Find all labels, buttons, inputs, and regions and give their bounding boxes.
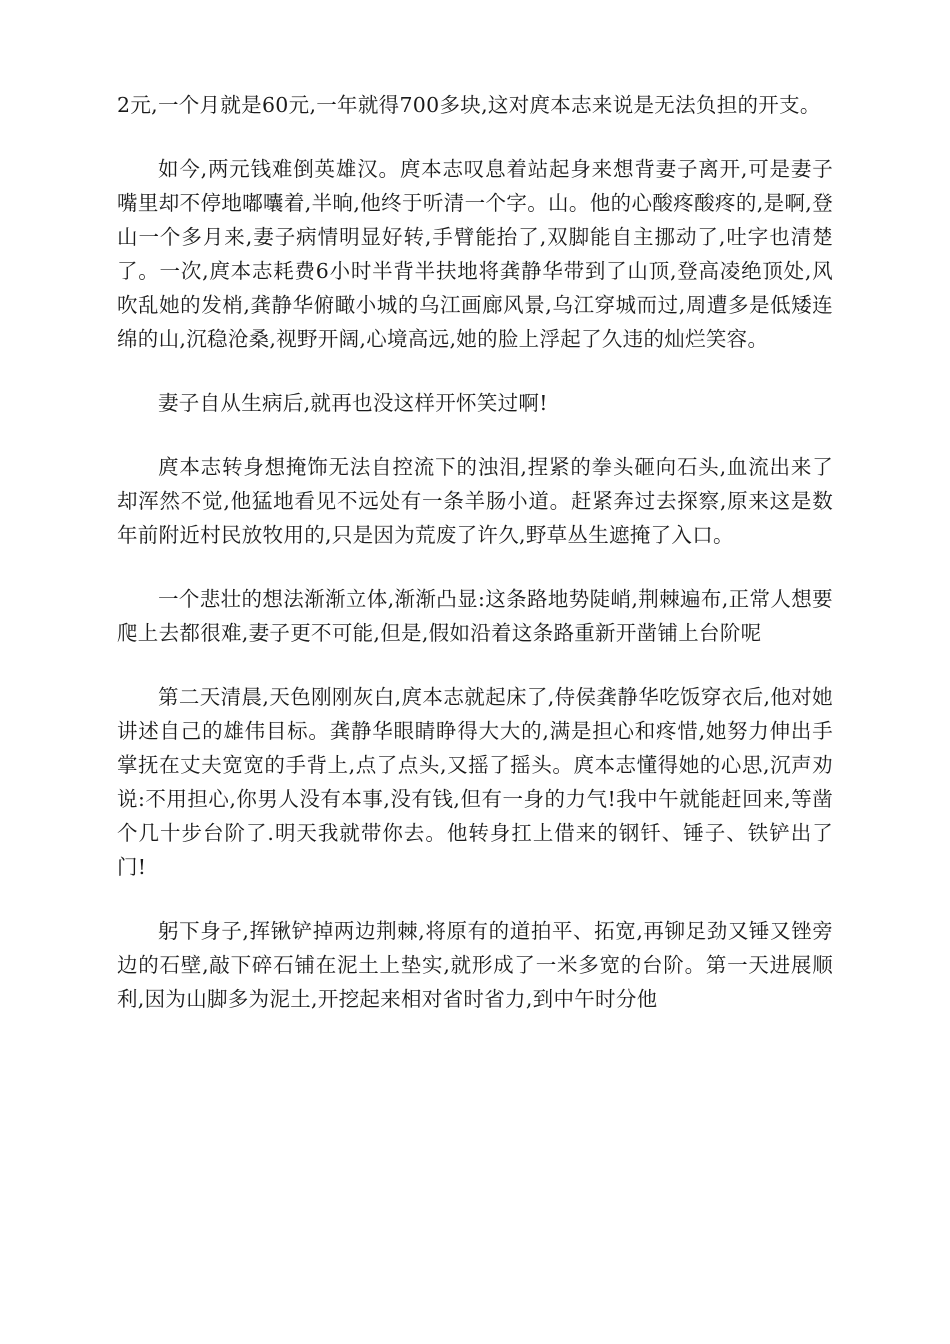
paragraph-2: 如今,两元钱难倒英雄汉。庹本志叹息着站起身来想背妻子离开,可是妻子嘴里却不停地嘟囔着,半晌,他终于听清一个字。山。他的心酸疼酸疼的,是啊,登山一个多月来,妻子病情明显好转,手臂能抬了,双脚能自主挪动了,吐字也清楚了。一次,庹本志耗费6小时半背半扶地将龚静华带到了山顶,登高凌绝顶处,风吹乱她的发梢,龚静华俯瞰小城的乌江画廊风景,乌江穿城而过,周遭多是低矮连绵的山,沉稳沧桑,视野开阔,心境高远,她的脸上浮起了久违的灿烂笑容。	[117, 157, 833, 351]
paragraph-4: 庹本志转身想掩饰无法自控流下的浊泪,捏紧的拳头砸向石头,血流出来了却浑然不觉,他猛地看见不远处有一条羊肠小道。赶紧奔过去探察,原来这是数年前附近村民放牧用的,只是因为荒废了许久,野草丛生遮掩了入口。	[117, 455, 833, 547]
article-body	[117, 88, 833, 1046]
paragraph-6: 第二天清晨,天色刚刚灰白,庹本志就起床了,侍侯龚静华吃饭穿衣后,他对她讲述自己的雄伟目标。龚静华眼睛睁得大大的,满是担心和疼惜,她努力伸出手掌抚在丈夫宽宽的手背上,点了点头,又摇了摇头。庹本志懂得她的心思,沉声劝说:不用担心,你男人没有本事,没有钱,但有一身的力气!我中午就能赶回来,等凿个几十步台阶了.明天我就带你去。他转身扛上借来的钢钎、锤子、铁铲出了门!	[117, 685, 833, 879]
paragraph-1: 2元,一个月就是60元,一年就得700多块,这对庹本志来说是无法负担的开支。	[117, 93, 821, 117]
paragraph-7: 躬下身子,挥锹铲掉两边荆棘,将原有的道拍平、拓宽,再铆足劲又锤又锉旁边的石壁,敲下碎石铺在泥土上垫实,就形成了一米多宽的台阶。第一天进展顺利,因为山脚多为泥土,开挖起来相对省时省力,到中午时分他	[117, 919, 833, 1011]
paragraph-3: 妻子自从生病后,就再也没这样开怀笑过啊!	[158, 391, 548, 415]
paragraph-5: 一个悲壮的想法渐渐立体,渐渐凸显:这条路地势陡峭,荆棘遍布,正常人想要爬上去都很难,妻子更不可能,但是,假如沿着这条路重新开凿铺上台阶呢	[117, 587, 833, 645]
